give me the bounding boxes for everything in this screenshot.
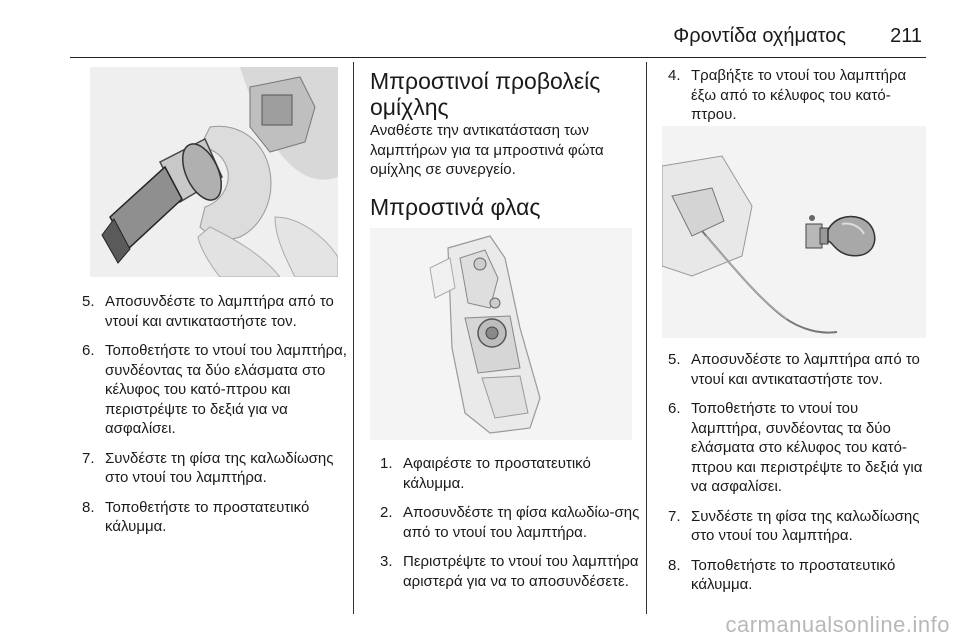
list-item [82, 292, 348, 331]
list-item [82, 449, 348, 488]
fog-lights-text: Αναθέστε την αντικατάσταση των λαμπτήρων για τα μπροστινά φώτα ομίχλης σε συνεργείο. [370, 122, 604, 178]
bulb-replacement-illustration [90, 67, 338, 277]
step-text: Τοποθετήστε το ντουί του λαμπτήρα, συνδέοντας τα δύο ελάσματα στο κέλυφος του κατό-πτρου και περιστρέψτε το δεξιά για να ασφαλίσει. [691, 400, 923, 495]
list-item [380, 503, 642, 542]
step-text: Αφαιρέστε το προστατευτικό κάλυμμα. [403, 455, 591, 492]
step-text: Τοποθετήστε το προστατευτικό κάλυμμα. [691, 556, 896, 593]
watermark: carmanualsonline.info [725, 612, 950, 637]
step-text: Αποσυνδέστε τη φίσα καλωδίω-σης από το ντουί του λαμπτήρα. [403, 504, 640, 541]
step-text: Συνδέστε τη φίσα της καλωδίωσης στο ντουί του λαμπτήρα. [691, 507, 920, 544]
list-item [668, 350, 930, 389]
column-divider [646, 62, 647, 614]
list-item [668, 399, 930, 497]
front-indicators-title: Μπροστινά φλας [370, 194, 541, 220]
step-number: 5. [82, 293, 95, 310]
fog-lights-title: Μπροστινοί προβολείς ομίχλης [370, 68, 601, 120]
step-number: 5. [668, 351, 681, 368]
step-number: 1. [380, 455, 393, 472]
step-text: Περιστρέψτε το ντουί του λαμπτήρα αριστερά για να το αποσυνδέσετε. [403, 553, 639, 590]
step-text: Αποσυνδέστε το λαμπτήρα από το ντουί και αντικαταστήστε τον. [691, 351, 920, 388]
step-number: 6. [82, 342, 95, 359]
right-intro-step [668, 66, 926, 135]
step-text: Τοποθετήστε το προστατευτικό κάλυμμα. [105, 498, 310, 535]
right-steps-list [668, 350, 930, 605]
step-number: 8. [82, 498, 95, 516]
step-number: 8. [668, 556, 681, 574]
page-header [70, 25, 926, 55]
list-item [668, 556, 930, 595]
step-number: 7. [668, 507, 681, 525]
header-rule [70, 57, 926, 58]
list-item [82, 341, 348, 439]
step-number: 2. [380, 504, 393, 521]
indicator-housing-illustration [370, 228, 632, 440]
list-item [82, 498, 348, 537]
list-item [380, 552, 642, 591]
step-number: 3. [380, 553, 393, 570]
step-text: Αποσυνδέστε το λαμπτήρα από το ντουί και αντικαταστήστε τον. [105, 293, 334, 330]
step-text: Συνδέστε τη φίσα της καλωδίωσης στο ντουί του λαμπτήρα. [105, 449, 334, 486]
step-number: 7. [82, 449, 95, 467]
bulb-socket-illustration [662, 126, 926, 338]
list-item [380, 454, 642, 493]
step-number: 6. [668, 400, 681, 417]
left-steps-list [82, 292, 348, 547]
page-number: 211 [890, 25, 922, 47]
step-text: Τραβήξτε το ντουί του λαμπτήρα έξω από το κέλυφος του κατό-πτρου. [691, 67, 907, 123]
middle-steps-list [380, 454, 642, 601]
header-title: Φροντίδα οχήματος [673, 25, 846, 47]
step-number: 4. [668, 67, 681, 84]
step-text: Τοποθετήστε το ντουί του λαμπτήρα, συνδέοντας τα δύο ελάσματα στο κέλυφος του κατό-πτρου και περιστρέψτε το δεξιά για να ασφαλίσει. [105, 342, 347, 437]
list-item [668, 507, 930, 546]
column-divider [353, 62, 354, 614]
list-item [668, 66, 926, 125]
